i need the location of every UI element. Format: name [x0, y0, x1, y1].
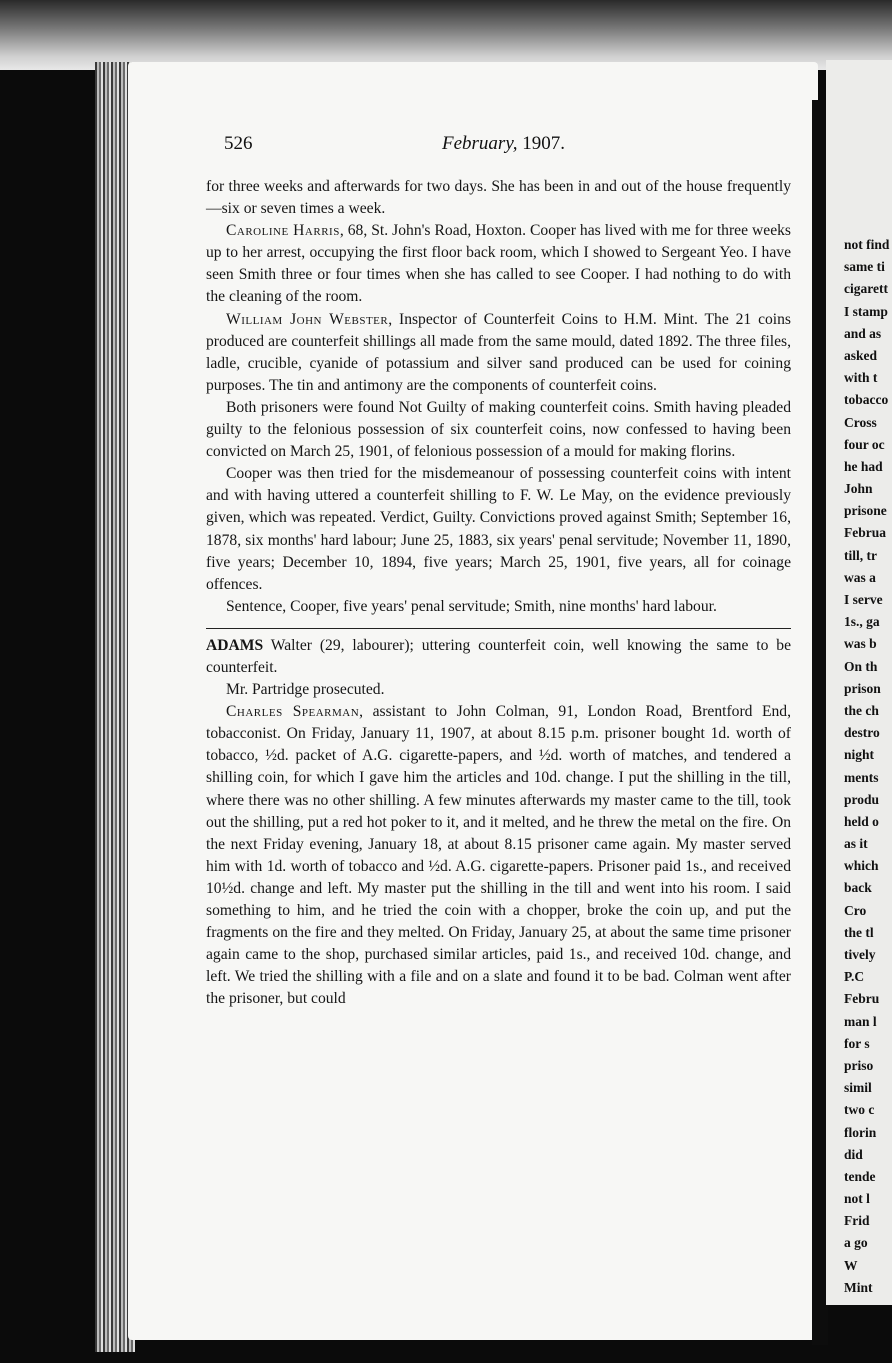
page-date-year: 1907. — [522, 133, 565, 154]
paragraph: Cooper was then tried for the misdemeanour of possessing counterfeit coins with intent and with having uttered a counterfeit shilling to F. W. Le May, on the evidence previously given, which was repeated. Verdict, Guilty. Convictions proved against Smith; September 16, 1878, six months' hard labour; June 25, 1883, six years' penal servitude; November 11, 1890, five years; December 10, 1894, five years; March 25, 1901, five years, all for coinage offences. — [206, 465, 791, 593]
facing-page-line: priso — [844, 1057, 874, 1073]
facing-page-line: he had — [844, 458, 883, 474]
page-number: 526 — [224, 133, 253, 154]
facing-page-line: John — [844, 481, 873, 497]
paragraph: Mr. Partridge prosecuted. — [226, 681, 385, 699]
case-heading — [206, 635, 791, 679]
facing-page-line: did — [844, 1146, 863, 1162]
witness-name: Caroline Harris — [226, 222, 340, 240]
facing-page-line: man l — [844, 1013, 877, 1029]
facing-page-line: Cro — [844, 902, 867, 918]
paragraph-text: , Inspector of Counterfeit Coins to H.M. Mint. The 21 coins produced are counterfeit shillings all made from the same mould, dated 1892. The three files, ladle, crucible, cyanide of potassium and silver sand produced can be used for coining purposes. The tin and antimony are the components of counterfeit coins. — [206, 310, 791, 394]
facing-page-line: tende — [844, 1168, 876, 1184]
facing-page-line: I serve — [844, 592, 883, 607]
facing-page-line: Mint — [844, 1279, 873, 1295]
paragraph — [206, 701, 791, 1010]
page-body — [206, 176, 791, 1010]
scan-top-edge — [0, 0, 892, 70]
witness-name: William John Webster — [226, 310, 389, 328]
facing-page — [826, 60, 892, 1305]
facing-page-line: with t — [844, 370, 878, 386]
facing-page-line: two c — [844, 1102, 875, 1118]
facing-page-line: a go — [844, 1235, 868, 1251]
paragraph: Both prisoners were found Not Guilty of making counterfeit coins. Smith having pleaded guilty to the felonious possession of six counterfeit coins, now confessed to having been convicted on March 25, 1901, of felonious possession of a mould for making florins. — [206, 398, 791, 461]
paragraph: for three weeks and afterwards for two days. She has been in and out of the house frequently—six or seven times a week. — [206, 178, 791, 218]
facing-page-line: cigarett — [844, 281, 888, 297]
paragraph-text: , assistant to John Colman, 91, London Road, Brentford End, tobacconist. On Friday, January 11, 1907, at about 8.15 p.m. prisoner bought 1d. worth of tobacco, ½d. packet of A.G. cigarette-papers, and ½d. worth of matches, and tendered a shilling coin, for which I gave him the articles and 10d. change. I put the shilling in the till, where there was no other shilling. A few minutes afterwards my master came to the till, took out the shilling, put a red hot poker to it, and it melted, and he threw the metal on the fire. On the next Friday evening, January 18, at about 8.15 prisoner came again. My master served him with 1d. worth of tobacco and ½d. A.G. cigarette-papers. Prisoner paid 1s., and received 10½d. change and left. My master put the shilling in the till and went into his room. I said something to him, and he tried the coin with a chopper, broke the coin up, and put the fragments on the fire and they melted. On Friday, January 25, at about the same time prisoner again came to the shop, purchased similar articles, paid 1s., and received 10d. change, and left. We tried the shilling with a file and on a slate and found it to be bad. Colman went after the prisoner, but could — [206, 703, 791, 1008]
facing-page-line: Februa — [844, 525, 886, 541]
facing-page-line: prisone — [844, 503, 887, 519]
facing-page-line: the tl — [844, 924, 874, 940]
facing-page-line: produ — [844, 791, 880, 807]
facing-page-line: simil — [844, 1080, 872, 1096]
paragraph — [206, 220, 791, 308]
facing-page-line: 1s., ga — [844, 614, 880, 630]
facing-page-line: four oc — [844, 436, 885, 452]
facing-page-line: tobacco — [844, 392, 889, 408]
page-date-month: February, — [442, 133, 518, 154]
facing-page-line: was b — [844, 636, 877, 652]
case-divider — [206, 628, 791, 629]
paragraph: Sentence, Cooper, five years' penal servitude; Smith, nine months' hard labour. — [226, 597, 717, 615]
facing-page-line: was a — [844, 569, 876, 585]
facing-page-line: I stamp — [844, 303, 888, 319]
facing-page-line: for s — [844, 1035, 870, 1051]
facing-page-line: Febru — [844, 991, 880, 1007]
paragraph — [206, 309, 791, 397]
facing-page-line: the ch — [844, 702, 879, 718]
facing-page-line: as it — [844, 836, 868, 852]
facing-page-line: back — [844, 880, 872, 896]
facing-page-line: destro — [844, 725, 880, 741]
facing-page-line: Frid — [844, 1213, 870, 1229]
facing-page-line: night — [844, 747, 875, 763]
facing-page-line: tively — [844, 947, 876, 962]
facing-page-line: not l — [844, 1191, 870, 1207]
facing-page-line: till, tr — [844, 547, 877, 563]
page-header — [224, 133, 799, 161]
facing-page-line: held o — [844, 813, 879, 829]
facing-page-line: florin — [844, 1124, 877, 1140]
facing-page-line: On th — [844, 658, 878, 674]
case-heading-text: Walter (29, labourer); uttering counterfeit coin, well knowing the same to be counterfeit. — [206, 636, 791, 676]
facing-page-line: P.C — [844, 969, 865, 985]
witness-name: Charles Spearman — [226, 703, 360, 721]
facing-page-line: which — [844, 858, 879, 874]
facing-page-line: same ti — [844, 259, 885, 275]
paragraph-text: , 68, St. John's Road, Hoxton. Cooper has lived with me for three weeks up to her arrest, occupying the first floor back room, which I showed to Sergeant Yeo. I have seen Smith three or four times when she has called to see Cooper. I had nothing to do with the cleaning of the room. — [206, 222, 791, 306]
facing-page-line: and as — [844, 325, 882, 341]
facing-page-line: not find — [844, 237, 890, 252]
facing-page-line: Cross — [844, 414, 877, 430]
facing-page-line: asked — [844, 347, 878, 363]
facing-page-line: prison — [844, 680, 881, 696]
facing-page-text — [844, 234, 892, 1299]
defendant-name: ADAMS — [206, 636, 264, 654]
page-date — [442, 133, 565, 155]
facing-page-line: ments — [844, 769, 879, 785]
facing-page-line: W — [844, 1257, 858, 1273]
